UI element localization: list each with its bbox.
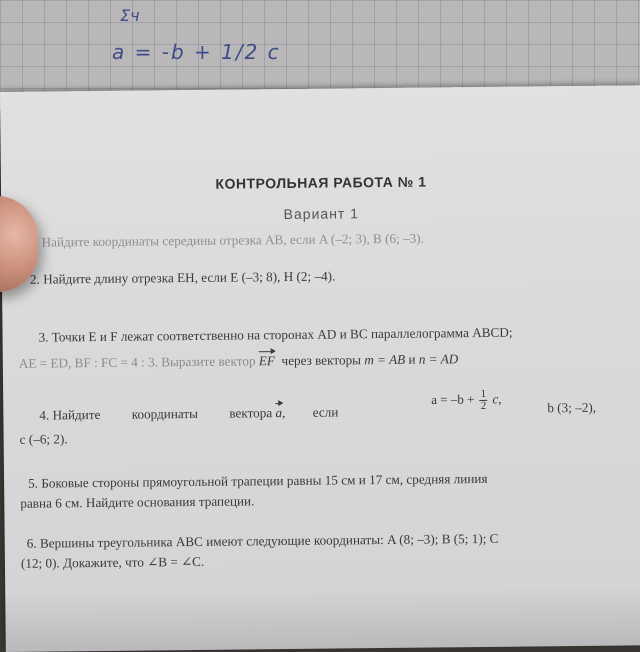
formula-left: a = –b + bbox=[431, 391, 475, 407]
task-3-through: через векторы bbox=[281, 352, 362, 369]
task-5-line-2: равна 6 см. Найдите основания трапеции. bbox=[20, 493, 255, 511]
vector-c-coords: c (–6; 2). bbox=[19, 431, 68, 447]
fraction-denominator: 2 bbox=[480, 399, 487, 412]
task-3-line-2 bbox=[19, 349, 459, 374]
fraction-half bbox=[480, 389, 488, 412]
sheet-title: КОНТРОЛЬНАЯ РАБОТА № 1 bbox=[215, 173, 427, 192]
task-4-line-1: 4. Найдите координаты вектора a, если bbox=[39, 400, 619, 426]
fraction-numerator: 1 bbox=[480, 387, 487, 400]
task-3-and: и bbox=[408, 351, 416, 367]
task-5-line-1: 5. Боковые стороны прямоугольной трапеции равны 15 см и 17 см, средняя линия bbox=[28, 470, 488, 491]
sheet-shading bbox=[5, 585, 640, 652]
vector-ef: EF bbox=[259, 351, 275, 371]
task-4-word-if: если bbox=[312, 404, 339, 420]
vector-n-def: n = AD bbox=[418, 351, 459, 367]
task-4-word-coords: координаты bbox=[131, 405, 199, 422]
formula-right: c bbox=[492, 391, 499, 407]
task-4-word-vector: вектора bbox=[229, 405, 273, 421]
test-sheet bbox=[0, 85, 640, 652]
handwritten-equation: a = -b + 1/2 c bbox=[112, 40, 281, 64]
variant-label: Вариант 1 bbox=[283, 205, 360, 223]
task-3-condition: AE = ED, BF : FC = 4 : 3. Выразите вектор bbox=[18, 353, 256, 371]
vector-a: a bbox=[275, 403, 282, 423]
vector-m-def: m = AB bbox=[364, 351, 406, 368]
task-6-line-1: 6. Вершины треугольника ABC имеют следующие координаты: A (8; –3); B (5; 1); C bbox=[26, 530, 499, 551]
task-1: Найдите координаты середины отрезка AB, если A (–2; 3), B (6; –3). bbox=[41, 230, 425, 250]
task-3-line-1: 3. Точки E и F лежат соответственно на сторонах AD и BC параллелограмма ABCD; bbox=[38, 324, 513, 345]
task-4-word-find: 4. Найдите bbox=[39, 406, 101, 423]
task-2: 2. Найдите длину отрезка EH, если E (–3; 8), H (2; –4). bbox=[29, 268, 336, 287]
vector-a-formula: a = –b + $\frac{1}{2}$ c, bbox=[431, 387, 502, 412]
handwritten-note: Σч bbox=[120, 6, 140, 25]
vector-b-coords: b (3; –2), bbox=[547, 399, 597, 416]
task-6-line-2: (12; 0). Докажите, что ∠B = ∠C. bbox=[20, 553, 205, 571]
